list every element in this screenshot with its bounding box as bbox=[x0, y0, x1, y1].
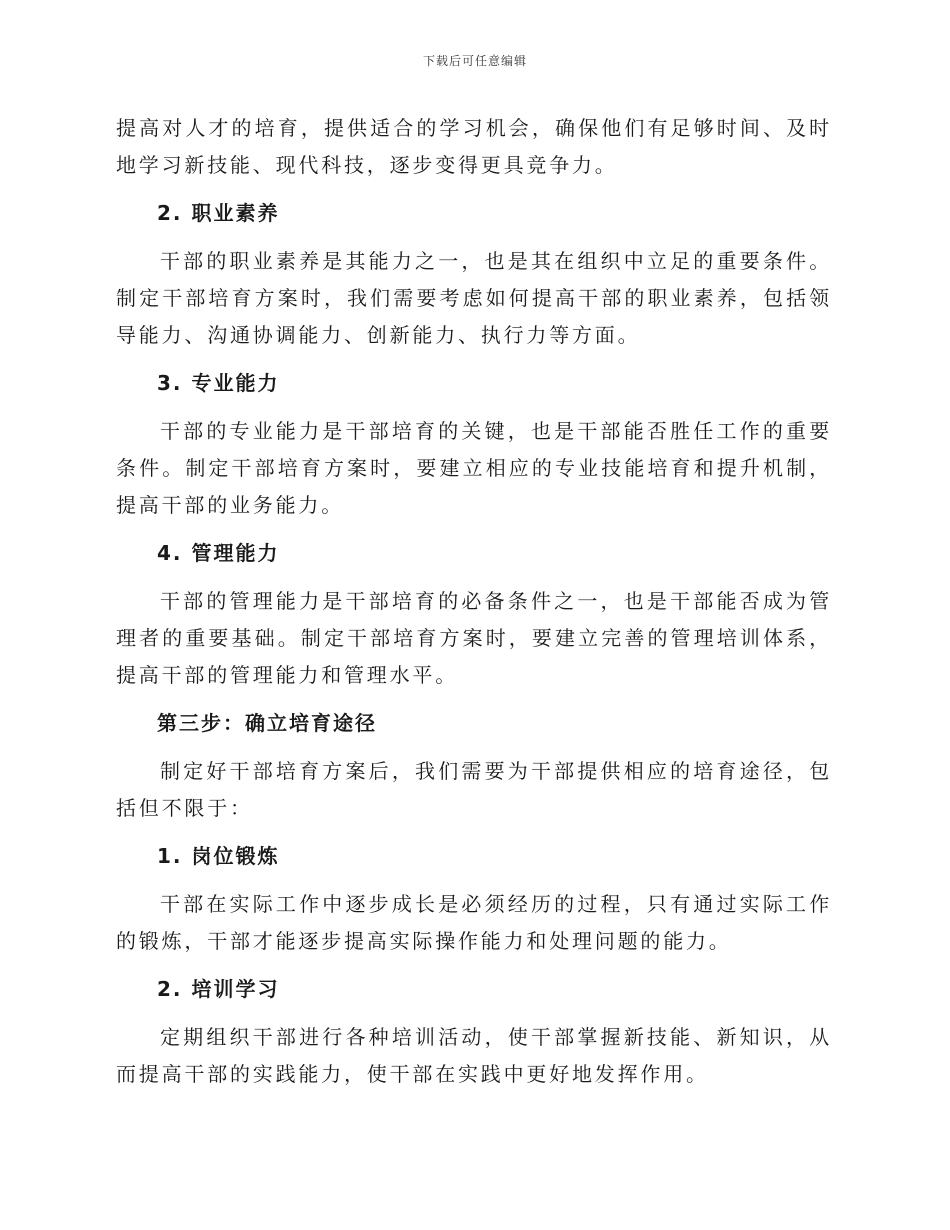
paragraph: 干部在实际工作中逐步成长是必须经历的过程，只有通过实际工作的锻炼，干部才能逐步提高实际操作能力和处理问题的能力。 bbox=[116, 892, 832, 953]
section-heading: 3. 专业能力 bbox=[157, 371, 280, 395]
section-heading: 2. 培训学习 bbox=[157, 977, 280, 1001]
paragraph: 干部的职业素养是其能力之一，也是其在组织中立足的重要条件。制定干部培育方案时，我们需要考虑如何提高干部的职业素养，包括领导能力、沟通协调能力、创新能力、执行力等方面。 bbox=[116, 249, 832, 347]
section-heading: 第三步：确立培育途径 bbox=[157, 711, 377, 735]
paragraph: 提高对人才的培育，提供适合的学习机会，确保他们有足够时间、及时地学习新技能、现代科技，逐步变得更具竞争力。 bbox=[116, 116, 832, 177]
document-body bbox=[116, 110, 832, 1104]
section-heading: 1. 岗位锻炼 bbox=[157, 844, 280, 868]
paragraph: 干部的专业能力是干部培育的关键，也是干部能否胜任工作的重要条件。制定干部培育方案时，要建立相应的专业技能培育和提升机制，提高干部的业务能力。 bbox=[116, 419, 832, 517]
paragraph: 定期组织干部进行各种培训活动，使干部掌握新技能、新知识，从而提高干部的实践能力，使干部在实践中更好地发挥作用。 bbox=[116, 1025, 832, 1086]
section-heading: 2. 职业素养 bbox=[157, 201, 280, 225]
paragraph: 制定好干部培育方案后，我们需要为干部提供相应的培育途径，包括但不限于： bbox=[116, 759, 832, 820]
paragraph: 干部的管理能力是干部培育的必备条件之一，也是干部能否成为管理者的重要基础。制定干部培育方案时，要建立完善的管理培训体系，提高干部的管理能力和管理水平。 bbox=[116, 589, 832, 687]
page-header: 下载后可任意编辑 bbox=[422, 54, 527, 68]
section-heading: 4. 管理能力 bbox=[157, 541, 280, 565]
